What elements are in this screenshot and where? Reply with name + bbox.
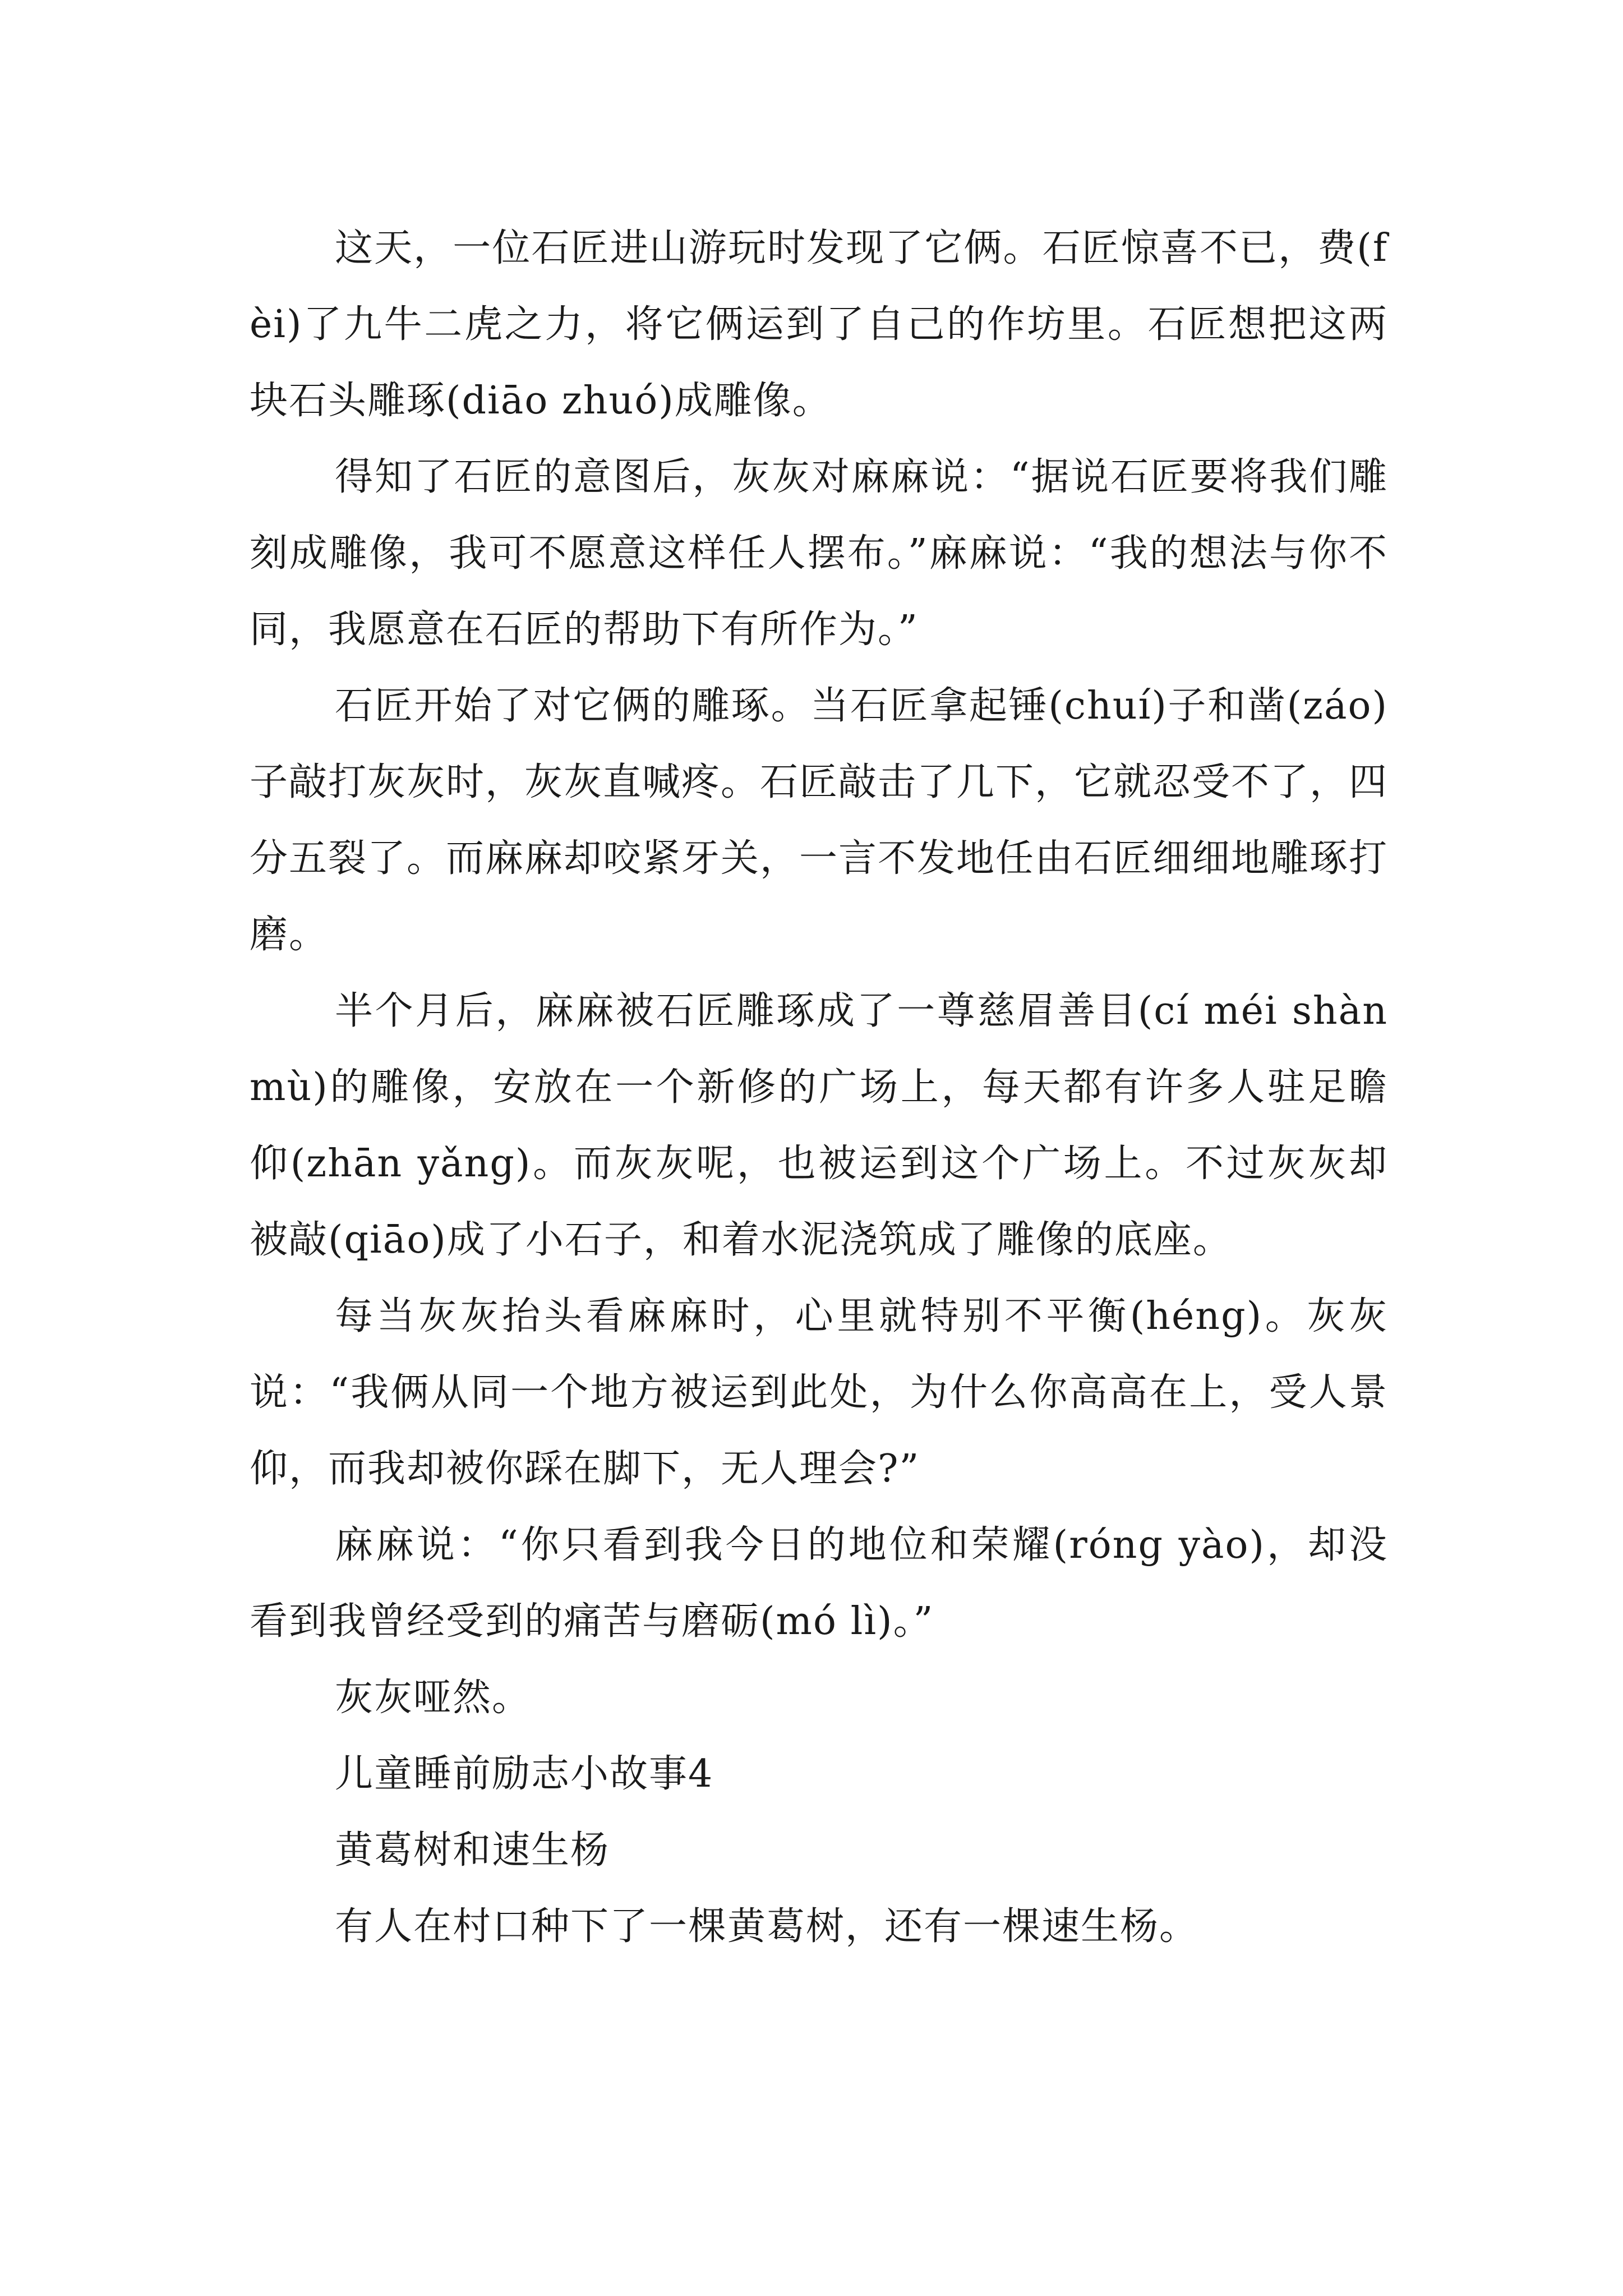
paragraph-statue-in-square: 半个月后，麻麻被石匠雕琢成了一尊慈眉善目(cí méi shàn mù)的雕像，安放在一个新修的广场上，每天都有许多人驻足瞻仰(zhān yǎng)。而灰灰呢，也被运到这个广场上。不过灰灰却被敲(qiāo)成了小石子，和着水泥浇筑成了雕像的底座。 [250,989,1388,1262]
story-title: 黄葛树和速生杨 [335,1828,610,1872]
paragraph-huihui-speechless: 灰灰哑然。 [335,1676,532,1720]
paragraph-stonemason-discovery: 这天，一位石匠进山游玩时发现了它俩。石匠惊喜不已，费(fèi)了九牛二虎之力，将它俩运到了自己的作坊里。石匠想把这两块石头雕琢(diāo zhuó)成雕像。 [250,226,1388,423]
paragraph-huihui-complains: 每当灰灰抬头看麻麻时，心里就特别不平衡(héng)。灰灰说：“我俩从同一个地方被运到此处，为什么你高高在上，受人景仰，而我却被你踩在脚下，无人理会?” [250,1294,1388,1491]
paragraph-trees-planted: 有人在村口种下了一棵黄葛树，还有一棵速生杨。 [335,1904,1199,1949]
paragraph-huihui-mama-dialogue: 得知了石匠的意图后，灰灰对麻麻说：“据说石匠要将我们雕刻成雕像，我可不愿意这样任人摆布。”麻麻说：“我的想法与你不同，我愿意在石匠的帮助下有所作为。” [250,455,1388,652]
paragraph-carving-begins: 石匠开始了对它俩的雕琢。当石匠拿起锤(chuí)子和凿(záo)子敲打灰灰时，灰灰直喊疼。石匠敲击了几下，它就忍受不了，四分五裂了。而麻麻却咬紧牙关，一言不发地任由石匠细细地雕琢打磨。 [250,684,1389,957]
paragraph-mama-replies: 麻麻说：“你只看到我今日的地位和荣耀(róng yào)，却没看到我曾经受到的痛苦与磨砺(mó lì)。” [250,1523,1388,1644]
story-heading-number: 儿童睡前励志小故事4 [335,1752,714,1796]
document-body [250,210,1388,1965]
